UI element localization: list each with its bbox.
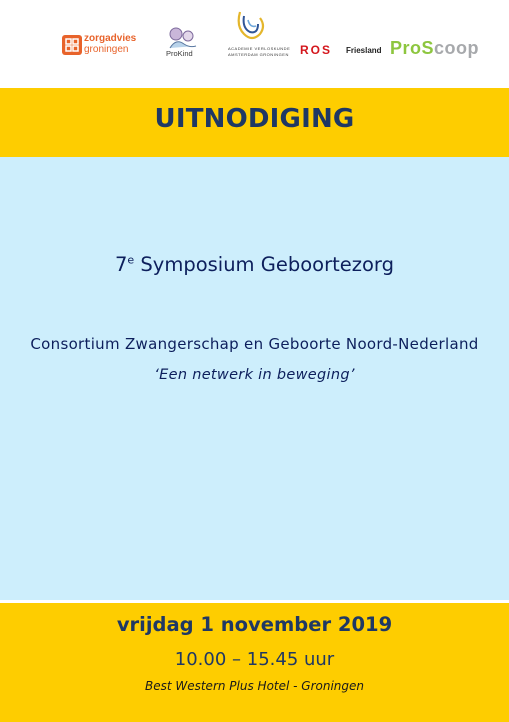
prokind-mother-child-icon: [166, 26, 200, 50]
invitation-banner: [0, 88, 509, 157]
symposium-ordinal-suffix: e: [127, 253, 135, 267]
logo-bar: [0, 0, 509, 88]
academie-text-line1: ACADEMIE VERLOSKUNDE: [228, 46, 291, 51]
symposium-title-text: Symposium Geboortezorg: [134, 253, 394, 276]
academie-text-line2: AMSTERDAM GRONINGEN: [228, 52, 289, 57]
event-details-banner: [0, 603, 509, 722]
event-date: vrijdag 1 november 2019: [116, 613, 393, 636]
zorgadvies-groningen-logo: [62, 33, 142, 57]
ros-friesland-logo: [300, 43, 380, 59]
zorgadvies-icon: [62, 35, 82, 55]
academie-swirl-icon: [234, 8, 268, 44]
symposium-motto: ‘Een netwerk in beweging’: [154, 367, 355, 383]
symposium-panel: [0, 157, 509, 600]
event-venue: Best Western Plus Hotel - Groningen: [144, 679, 365, 693]
ros-region-text: Friesland: [346, 46, 382, 55]
proscoop-logo: [390, 38, 490, 62]
symposium-title: [0, 253, 509, 276]
groningen-text: groningen: [84, 44, 129, 55]
prokind-text: ProKind: [166, 49, 193, 58]
symposium-number: 7: [115, 253, 128, 276]
consortium-name: Consortium Zwangerschap en Geboorte Noord-Nederland: [30, 335, 479, 353]
academie-verloskunde-logo: [228, 8, 291, 60]
ros-text: ROS: [300, 43, 333, 57]
proscoop-text: ProScoop: [390, 38, 480, 58]
zorgadvies-text: zorgadvies: [84, 33, 137, 44]
event-time: 10.00 – 15.45 uur: [174, 649, 335, 670]
invitation-title: UITNODIGING: [154, 104, 355, 134]
prokind-logo: [164, 26, 202, 60]
